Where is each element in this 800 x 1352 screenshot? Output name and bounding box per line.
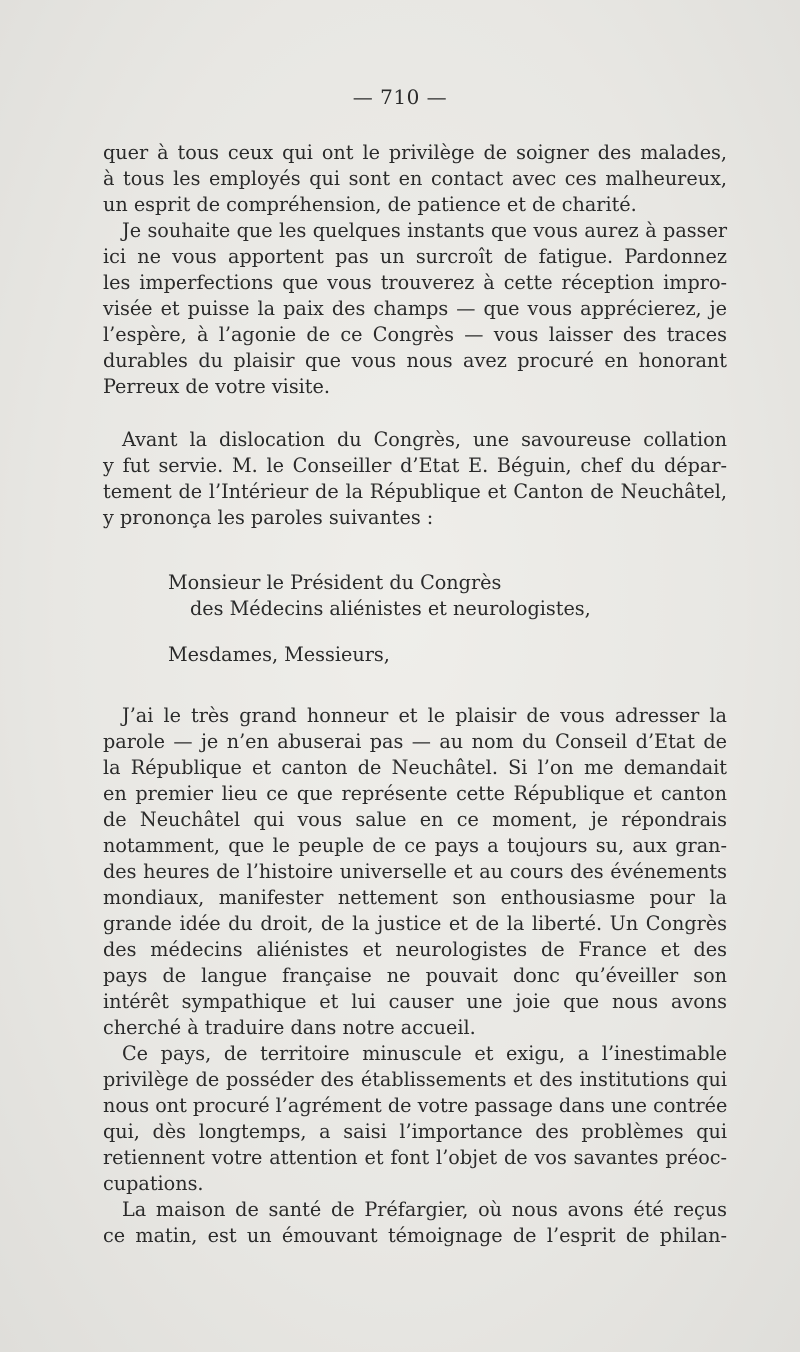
text-line: cupations. bbox=[103, 1172, 204, 1195]
text-line: y prononça les paroles suivantes : bbox=[103, 506, 434, 529]
text-line: La maison de santé de Préfargier, où nous avons été reçus bbox=[122, 1198, 727, 1221]
text-line: de Neuchâtel qui vous salue en ce moment, je répondrais bbox=[103, 808, 727, 831]
text-line: pays de langue française ne pouvait donc qu’éveiller son bbox=[103, 964, 727, 987]
text-line: les imperfections que vous trouverez à cette réception impro- bbox=[103, 271, 727, 294]
salutation-line: Monsieur le Président du Congrès bbox=[168, 571, 502, 594]
text-line: mondiaux, manifester nettement son enthousiasme pour la bbox=[103, 886, 727, 909]
salutation-line: des Médecins aliénistes et neurologistes, bbox=[190, 597, 591, 620]
text-line: à tous les employés qui sont en contact avec ces malheureux, bbox=[103, 167, 727, 190]
text-line: durables du plaisir que vous nous avez procuré en honorant bbox=[103, 349, 727, 372]
text-line: nous ont procuré l’agrément de votre passage dans une contrée bbox=[103, 1094, 728, 1117]
text-line: notamment, que le peuple de ce pays a toujours su, aux gran- bbox=[103, 834, 727, 857]
text-line: tement de l’Intérieur de la République et Canton de Neuchâtel, bbox=[103, 480, 727, 503]
text-line: Avant la dislocation du Congrès, une savoureuse collation bbox=[122, 428, 727, 451]
text-line: parole — je n’en abuserai pas — au nom du Conseil d’Etat de bbox=[103, 730, 727, 753]
text-line: la République et canton de Neuchâtel. Si l’on me demandait bbox=[103, 756, 727, 779]
text-line: ici ne vous apportent pas un surcroît de fatigue. Pardonnez bbox=[103, 245, 727, 268]
text-line: Je souhaite que les quelques instants que vous aurez à passer bbox=[122, 219, 727, 242]
text-line: qui, dès longtemps, a saisi l’importance des problèmes qui bbox=[103, 1120, 727, 1143]
text-line: retiennent votre attention et font l’objet de vos savantes préoc- bbox=[103, 1146, 727, 1169]
text-line: Perreux de votre visite. bbox=[103, 375, 330, 398]
text-line: privilège de posséder des établissements et des institutions qui bbox=[103, 1068, 727, 1091]
text-line: visée et puisse la paix des champs — que vous apprécierez, je bbox=[103, 297, 727, 320]
text-line: Ce pays, de territoire minuscule et exigu, a l’inestimable bbox=[122, 1042, 727, 1065]
text-line: quer à tous ceux qui ont le privilège de soigner des malades, bbox=[103, 141, 727, 164]
text-line: un esprit de compréhension, de patience et de charité. bbox=[103, 193, 637, 216]
text-line: y fut servie. M. le Conseiller d’Etat E. Béguin, chef du dépar- bbox=[103, 454, 727, 477]
text-line: des médecins aliénistes et neurologistes de France et des bbox=[103, 938, 727, 961]
text-line: J’ai le très grand honneur et le plaisir de vous adresser la bbox=[122, 704, 727, 727]
text-line: intérêt sympathique et lui causer une joie que nous avons bbox=[103, 990, 727, 1013]
text-line: cherché à traduire dans notre accueil. bbox=[103, 1016, 476, 1039]
text-line: des heures de l’histoire universelle et au cours des événements bbox=[103, 860, 727, 883]
text-line: en premier lieu ce que représente cette République et canton bbox=[103, 782, 727, 805]
salutation-line: Mesdames, Messieurs, bbox=[168, 643, 390, 666]
text-line: l’espère, à l’agonie de ce Congrès — vous laisser des traces bbox=[103, 323, 727, 346]
text-line: grande idée du droit, de la justice et de la liberté. Un Congrès bbox=[103, 912, 727, 935]
text-line: ce matin, est un émouvant témoignage de l’esprit de philan- bbox=[103, 1224, 727, 1247]
page-number: — 710 — bbox=[352, 85, 448, 109]
